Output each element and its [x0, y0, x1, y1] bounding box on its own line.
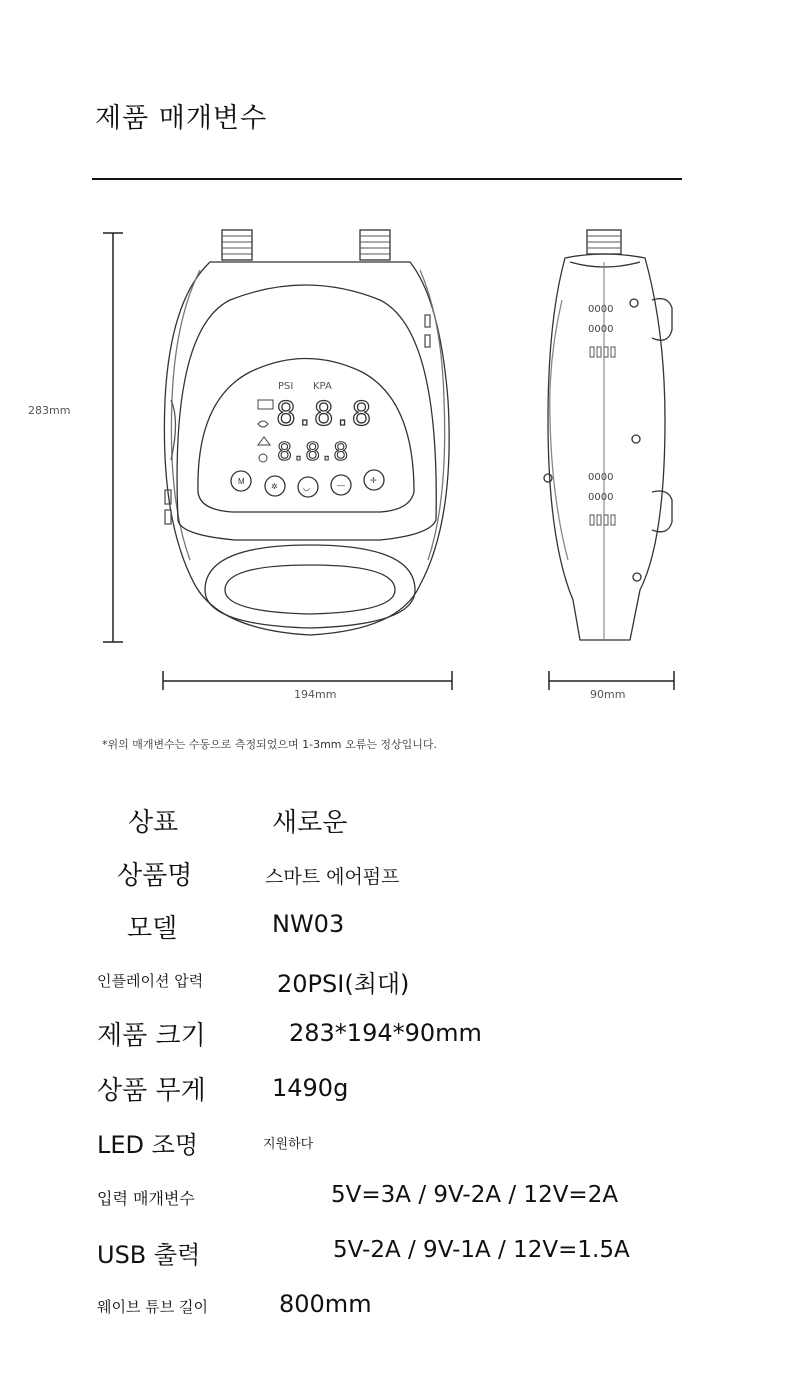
kpa-label: KPA — [313, 381, 332, 392]
spec-value-product-name: 스마트 에어펌프 — [265, 866, 400, 888]
vent-bottom-2: 0000 — [588, 492, 614, 503]
spec-label-usb-output: USB 출력 — [97, 1241, 201, 1269]
measurement-note: *위의 매개변수는 수동으로 측정되었으며 1-3mm 오류는 정상입니다. — [102, 738, 438, 751]
svg-text:◡: ◡ — [303, 483, 310, 492]
psi-label: PSI — [278, 381, 294, 392]
height-label: 283mm — [28, 404, 71, 417]
spec-value-tube-length: 800mm — [279, 1290, 372, 1318]
svg-text:✛: ✛ — [370, 476, 377, 485]
spec-label-model: 모델 — [127, 914, 178, 944]
width-label: 194mm — [294, 688, 337, 701]
spec-value-brand: 새로운 — [272, 808, 348, 838]
spec-value-input-params: 5V=3A / 9V-2A / 12V=2A — [331, 1182, 619, 1208]
bike-icon — [258, 437, 270, 445]
spec-label-brand: 상표 — [128, 808, 179, 838]
spec-label-inflation-pressure: 인플레이션 압력 — [97, 972, 204, 990]
target-readout: 8.8.8 — [277, 437, 348, 466]
svg-text:M: M — [238, 477, 245, 486]
battery-icon — [258, 400, 273, 409]
pressure-readout: 8.8.8 — [276, 394, 371, 433]
spec-label-tube-length: 웨이브 튜브 길이 — [97, 1298, 208, 1316]
page-title: 제품 매개변수 — [95, 103, 268, 134]
left-valve-icon — [222, 230, 252, 260]
spec-label-product-name: 상품명 — [117, 861, 193, 891]
spec-label-led-light: LED 조명 — [97, 1131, 199, 1159]
title-divider — [92, 178, 682, 180]
vent-bottom-1: 0000 — [588, 472, 614, 483]
ball-icon — [259, 454, 267, 462]
side-view — [544, 230, 672, 640]
svg-text:✲: ✲ — [271, 482, 278, 491]
spec-value-weight: 1490g — [272, 1074, 349, 1102]
svg-text:—: — — [337, 481, 345, 490]
spec-value-inflation-pressure: 20PSI(최대) — [277, 970, 410, 998]
vent-top-1: 0000 — [588, 304, 614, 315]
right-valve-icon — [360, 230, 390, 260]
spec-label-product-size: 제품 크기 — [97, 1021, 206, 1051]
spec-value-led-light: 지원하다 — [263, 1137, 314, 1152]
spec-label-weight: 상품 무게 — [97, 1076, 206, 1106]
depth-label: 90mm — [590, 688, 626, 701]
spec-value-model: NW03 — [272, 910, 345, 938]
spec-value-usb-output: 5V-2A / 9V-1A / 12V=1.5A — [333, 1237, 630, 1263]
spec-label-input-params: 입력 매개변수 — [97, 1189, 195, 1208]
vent-top-2: 0000 — [588, 324, 614, 335]
tire-icon — [258, 421, 268, 427]
spec-value-product-size: 283*194*90mm — [289, 1019, 482, 1047]
product-diagram — [0, 200, 790, 720]
